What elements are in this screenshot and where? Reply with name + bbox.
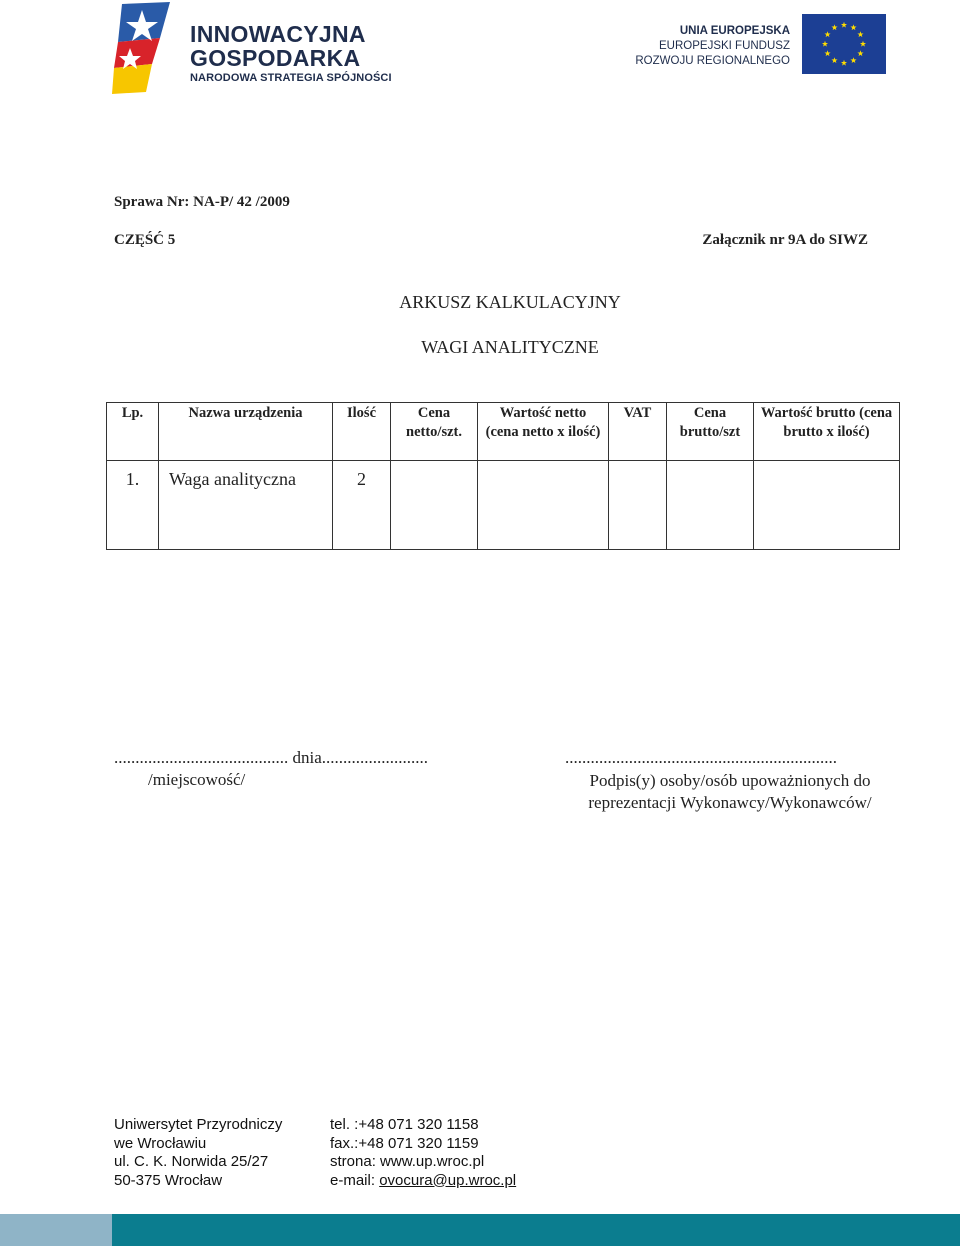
footer-address-line: ul. C. K. Norwida 25/27 [114,1153,269,1170]
eu-logo-line3: ROZWOJU REGIONALNEGO [635,55,790,67]
star-flag-icon [112,2,174,94]
footer-bar-dark [112,1214,960,1246]
cell-lp: 1. [107,461,159,550]
cell-gross-value[interactable] [754,461,900,550]
footer-address-line: we Wrocławiu [114,1134,207,1152]
eu-flag-icon [802,14,886,74]
annex-label: Załącznik nr 9A do SIWZ [702,232,868,248]
logo-title [190,22,366,70]
eu-logo-line2: EUROPEJSKI FUNDUSZ [659,40,790,52]
case-number: Sprawa Nr: NA-P/ 42 /2009 [114,194,290,210]
cell-quantity: 2 [333,461,391,550]
col-header-lp: Lp. [107,403,159,461]
footer-address-line: Uniwersytet Przyrodniczy [114,1116,283,1133]
col-header-net-value: Wartość netto (cena netto x ilość) [478,403,609,461]
document-title: ARKUSZ KALKULACYJNY [399,292,621,312]
logo-title-line1: INNOWACYJNA [190,21,366,47]
innowacyjna-gospodarka-logo [112,2,402,94]
footer-address [114,1116,282,1190]
cell-net-value[interactable] [478,461,609,550]
footer-fax: fax.:+48 071 320 1159 [330,1134,479,1152]
footer-phone: tel. :+48 071 320 1158 [330,1116,479,1133]
footer-email-prefix: e-mail: [330,1171,380,1189]
footer-address-line: 50-375 Wrocław [114,1171,223,1189]
col-header-device-name: Nazwa urządzenia [159,403,333,461]
eu-fund-logo [635,14,886,76]
col-header-net-price: Cena netto/szt. [391,403,478,461]
table-row [107,461,900,550]
cell-vat[interactable] [609,461,667,550]
footer-contact [330,1116,516,1190]
cell-device-name: Waga analityczna [159,461,333,550]
signature-line: ................................................................ [565,748,837,767]
table-header-row [107,403,900,461]
footer-email-row [330,1172,516,1191]
col-header-vat: VAT [609,403,667,461]
place-label: /miejscowość/ [148,770,246,789]
footer-email-link[interactable]: ovocura@up.wroc.pl [379,1171,517,1189]
col-header-gross-value: Wartość brutto (cena brutto x ilość) [754,403,900,461]
cell-gross-price[interactable] [667,461,754,550]
col-header-gross-price: Cena brutto/szt [667,403,754,461]
place-date-line: ......................................... dnia......................... [114,748,429,767]
logo-title-line2: GOSPODARKA [190,45,361,71]
col-header-quantity: Ilość [333,403,391,461]
calculation-table [106,402,900,550]
eu-logo-line1: UNIA EUROPEJSKA [679,25,790,37]
logo-subtitle: NARODOWA STRATEGIA SPÓJNOŚCI [190,72,392,84]
cell-net-price[interactable] [391,461,478,550]
footer-bar-light [0,1214,112,1246]
signature-label: Podpis(y) osoby/osób upoważnionych do reprezentacji Wykonawcy/Wykonawców/ [588,771,872,812]
footer-website: strona: www.up.wroc.pl [330,1153,485,1170]
eu-logo-text [635,24,790,69]
document-subtitle: WAGI ANALITYCZNE [421,337,599,357]
part-label: CZĘŚĆ 5 [114,232,176,248]
